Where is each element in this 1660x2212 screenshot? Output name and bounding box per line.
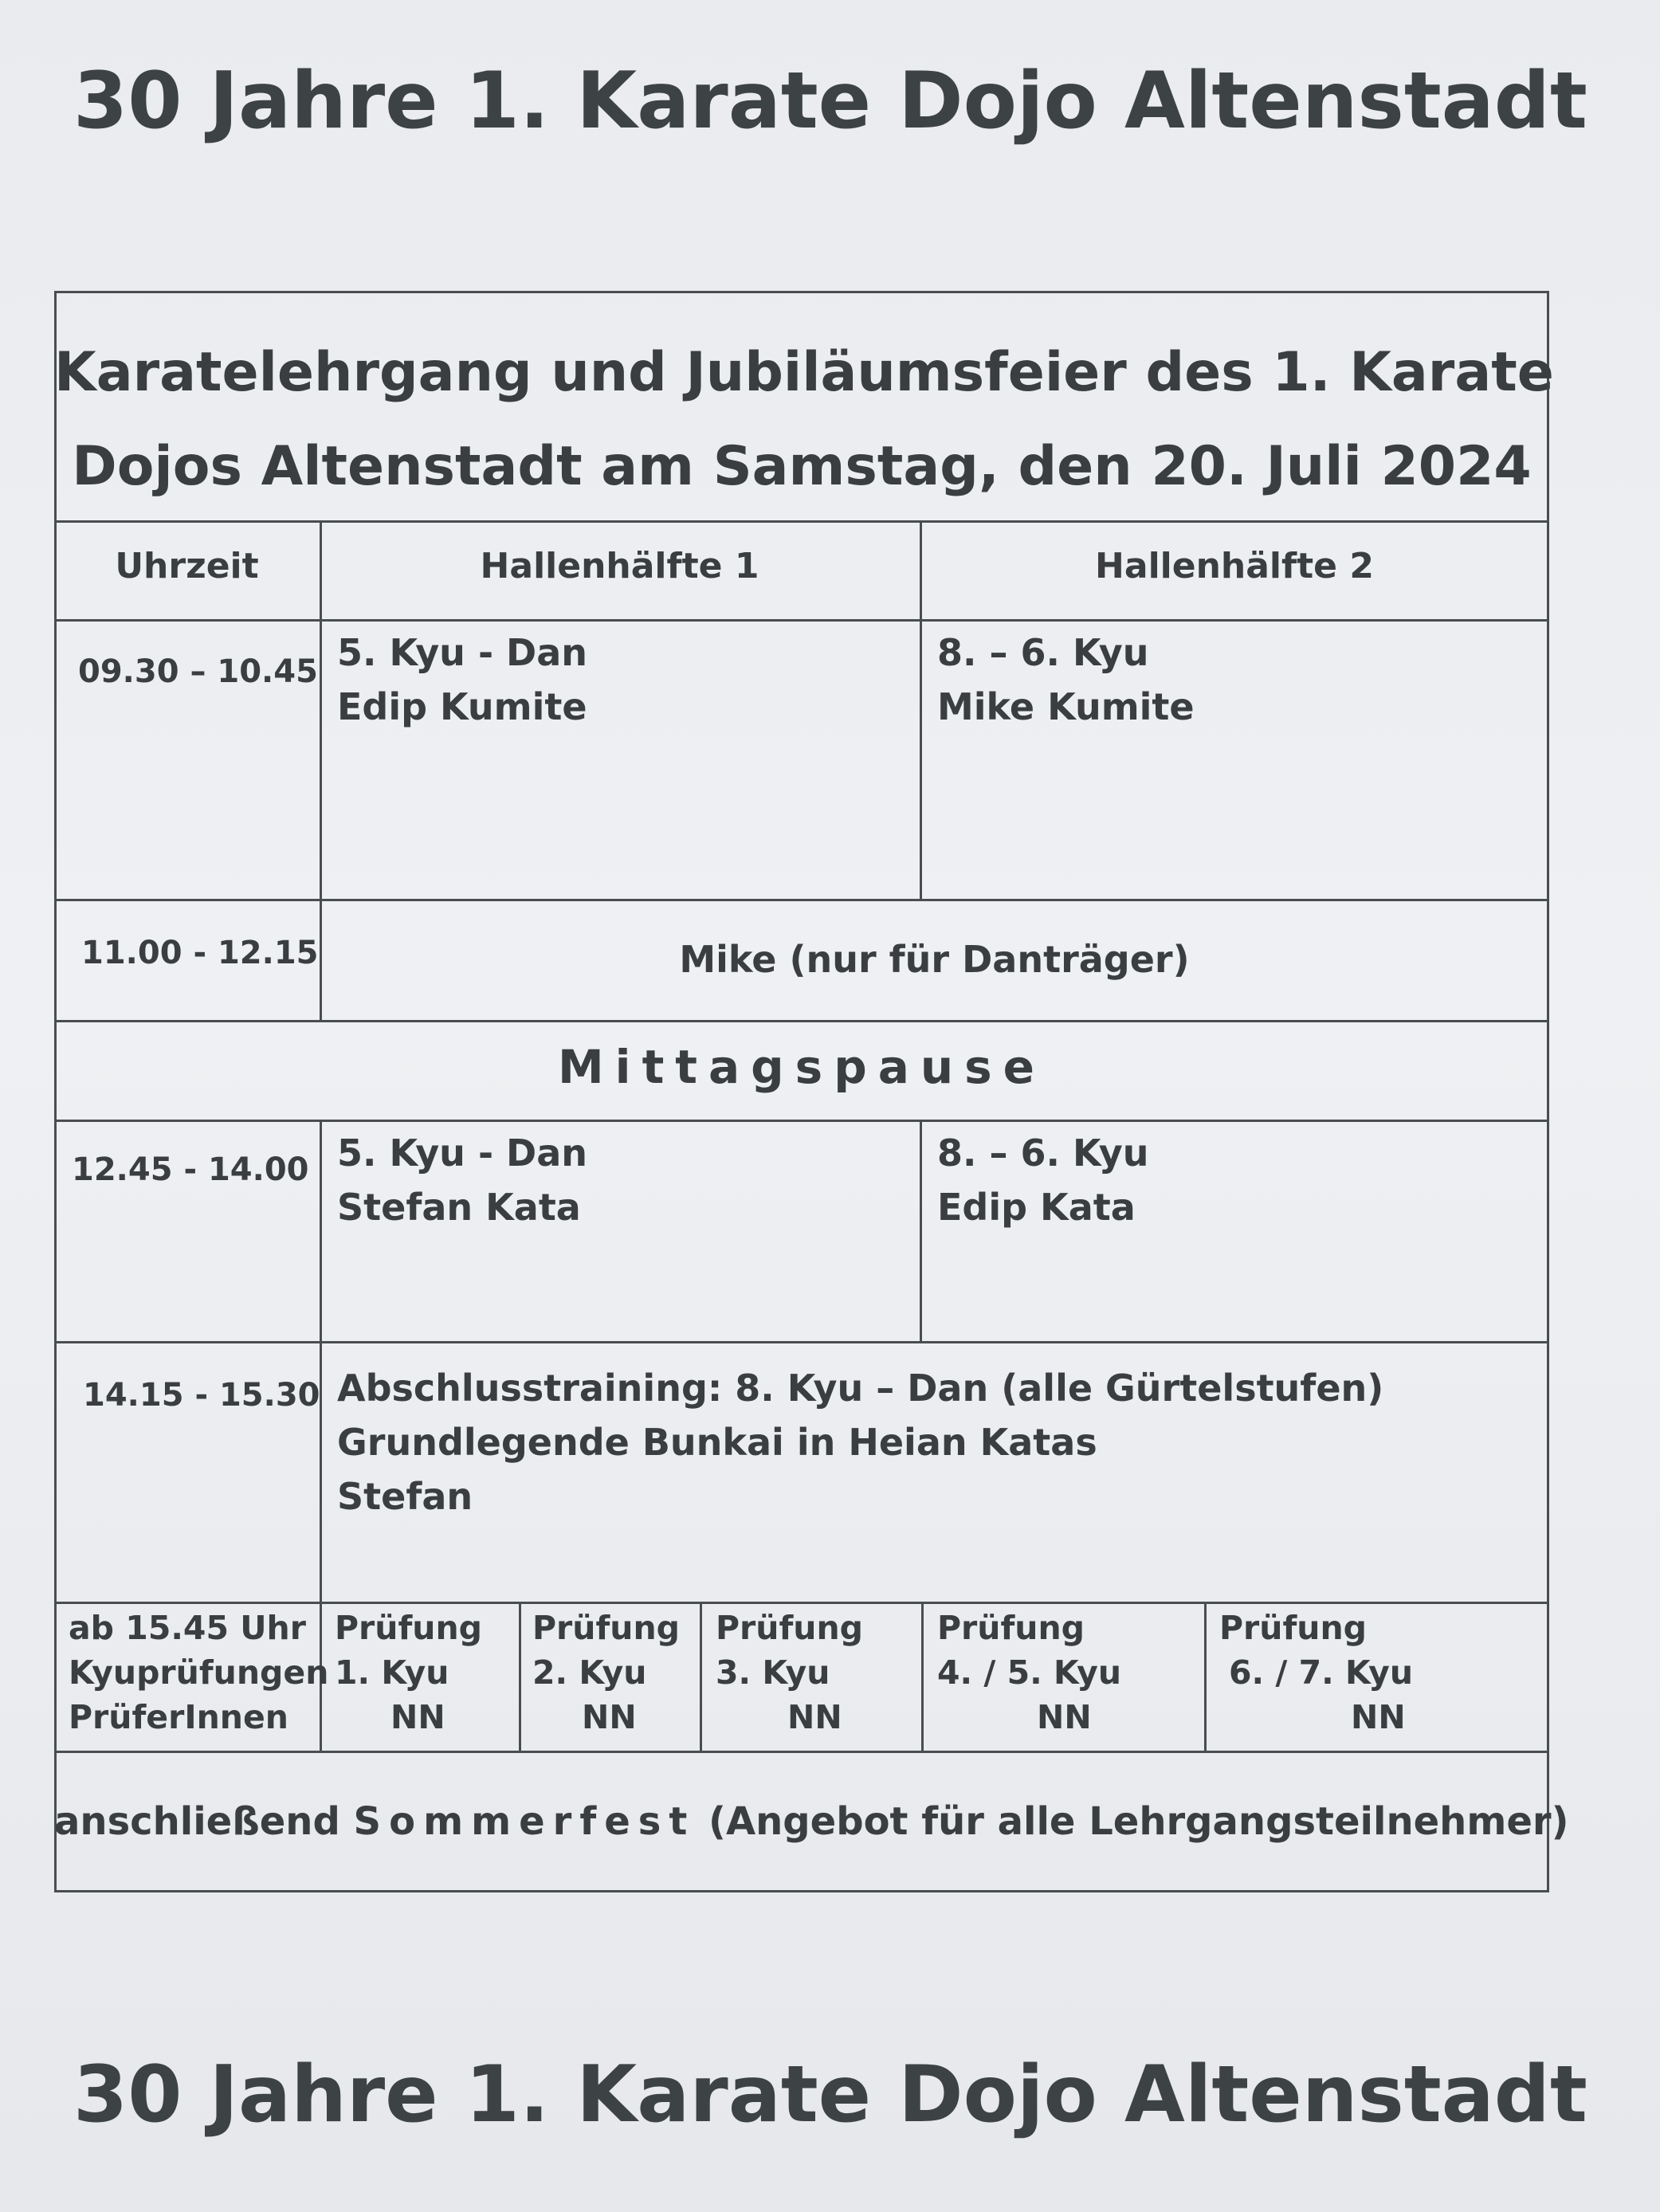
- row4-half2-line1: 8. – 6. Kyu: [937, 1131, 1149, 1175]
- exam-3: [716, 1606, 863, 1739]
- row4-half2: [937, 1126, 1148, 1234]
- rule: [54, 1341, 1549, 1343]
- footer-prefix: anschließend: [54, 1799, 340, 1844]
- rule: [54, 899, 1549, 901]
- footer-note: [54, 1799, 1569, 1844]
- row2-time: 11.00 - 12.15: [81, 935, 319, 971]
- row4-half1: [337, 1126, 587, 1234]
- row5-span: [337, 1361, 1383, 1524]
- exam-1-title: Prüfung: [335, 1609, 483, 1647]
- row1-half2-line2: Mike Kumite: [937, 685, 1195, 728]
- footer-suffix: (Angebot für alle Lehrgangsteilnehmer): [708, 1799, 1569, 1844]
- row5-time: 14.15 - 15.30: [83, 1377, 320, 1414]
- exam-2-title: Prüfung: [532, 1609, 681, 1647]
- rule: [54, 619, 1549, 622]
- exam-4: [937, 1606, 1121, 1739]
- rule: [54, 1602, 1549, 1604]
- row1-half1: [337, 626, 587, 734]
- col-header-half1: Hallenhälfte 1: [480, 546, 759, 586]
- row4-time: 12.45 - 14.00: [72, 1151, 309, 1188]
- exam-2-level: 2. Kyu: [532, 1653, 647, 1692]
- row4-half2-line2: Edip Kata: [937, 1186, 1136, 1229]
- exam-1: [335, 1606, 482, 1739]
- row5-line1: Abschlusstraining: 8. Kyu – Dan (alle Gürtelstufen): [337, 1367, 1384, 1410]
- exam-4-examiner: NN: [1037, 1698, 1092, 1736]
- table-heading: [54, 326, 1554, 514]
- exam-2: [532, 1606, 680, 1739]
- row1-half2: [937, 626, 1195, 734]
- exam-label-line3: PrüferInnen: [69, 1698, 288, 1736]
- exam-4-title: Prüfung: [937, 1609, 1085, 1647]
- footer-event: Sommerfest: [353, 1799, 696, 1844]
- column-rule: [519, 1602, 521, 1751]
- table-heading-line1: Karatelehrgang und Jubiläumsfeier des 1. Karate: [54, 341, 1554, 404]
- table-border-top: [54, 291, 1549, 293]
- row1-half2-line1: 8. – 6. Kyu: [937, 631, 1149, 674]
- exam-2-examiner: NN: [582, 1698, 637, 1736]
- exam-3-title: Prüfung: [716, 1609, 864, 1647]
- exam-5-examiner: NN: [1351, 1698, 1406, 1736]
- row5-line2: Grundlegende Bunkai in Heian Katas: [337, 1421, 1097, 1464]
- column-rule: [921, 1602, 924, 1751]
- rule: [54, 520, 1549, 523]
- exam-1-level: 1. Kyu: [335, 1653, 449, 1692]
- exam-1-examiner: NN: [390, 1698, 445, 1736]
- exam-label: [69, 1606, 328, 1739]
- column-rule: [1204, 1602, 1207, 1751]
- exam-label-line2: Kyuprüfungen: [69, 1653, 329, 1692]
- row1-time: 09.30 – 10.45: [78, 653, 318, 690]
- row2-span: Mike (nur für Danträger): [679, 938, 1190, 981]
- page-title-bottom: 30 Jahre 1. Karate Dojo Altenstadt: [73, 2049, 1587, 2140]
- rule: [54, 1120, 1549, 1122]
- column-rule: [700, 1602, 702, 1751]
- rule: [54, 1751, 1549, 1753]
- page-title-top: 30 Jahre 1. Karate Dojo Altenstadt: [73, 56, 1587, 147]
- col-header-time: Uhrzeit: [115, 546, 259, 586]
- row4-half1-line2: Stefan Kata: [337, 1186, 581, 1229]
- schedule-table: [54, 291, 1569, 1892]
- row4-half1-line1: 5. Kyu - Dan: [337, 1131, 588, 1175]
- table-heading-line2: Dojos Altenstadt am Samstag, den 20. Juli 2024: [72, 435, 1532, 498]
- exam-3-level: 3. Kyu: [716, 1653, 830, 1692]
- exam-5-level: 6. / 7. Kyu: [1229, 1653, 1414, 1692]
- column-rule: [920, 1120, 922, 1341]
- col-header-half2: Hallenhälfte 2: [1095, 546, 1374, 586]
- row1-half1-line2: Edip Kumite: [337, 685, 587, 728]
- exam-3-examiner: NN: [787, 1698, 842, 1736]
- exam-4-level: 4. / 5. Kyu: [937, 1653, 1122, 1692]
- row1-half1-line1: 5. Kyu - Dan: [337, 631, 588, 674]
- rule: [54, 1020, 1549, 1022]
- table-border-bottom: [54, 1890, 1549, 1892]
- row5-line3: Stefan: [337, 1475, 473, 1518]
- exam-label-line1: ab 15.45 Uhr: [69, 1609, 306, 1647]
- lunch-break: Mittagspause: [557, 1040, 1046, 1094]
- exam-5: [1219, 1606, 1413, 1739]
- exam-5-title: Prüfung: [1219, 1609, 1368, 1647]
